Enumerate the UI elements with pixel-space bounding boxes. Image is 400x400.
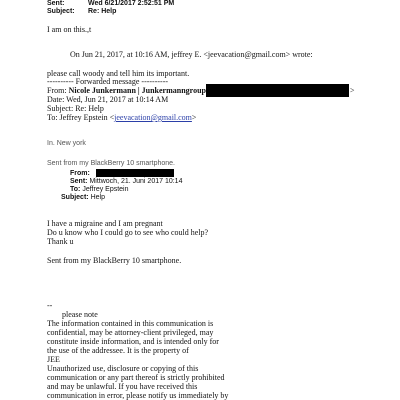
body-line: Thank u [47,237,74,246]
notice-line: the use of the addressee. It is the property of [47,346,189,355]
inner-sent [70,178,182,185]
inner-from-label: From: [70,170,90,177]
signature-top: Sent from my BlackBerry 10 smartphone. [47,160,175,167]
quote-intro [70,50,313,59]
forwarded-marker: ---------- Forwarded message ---------- [47,77,169,86]
forwarded-from-name: Nicole Junkermann | Junkermanngroup [68,86,206,95]
subject-value: Re: Help [88,8,117,15]
inner-to [70,186,129,193]
email-link[interactable]: jeevacation@gmail.com [114,113,192,122]
notice-line: Unauthorized use, disclosure or copying of this [47,364,199,373]
signature-bottom: Sent from my BlackBerry 10 smartphone. [47,256,182,265]
forwarded-from [47,86,206,95]
instruction-line: please call woody and tell him its important. [47,69,190,78]
forwarded-to-label: To: Jeffrey Epstein [47,113,110,122]
forwarded-from-label: From: [47,86,69,95]
body-line: Do u know who I could go to see who could help? [47,228,209,237]
inner-sent-label: Sent: [70,178,88,185]
inner-subject-value: Help [90,194,105,201]
quote-intro-text: On Jun 21, 2017, at 10:16 AM, jeffrey E. <jeevacation@gmail.com> wrote: [70,50,313,59]
reply-line: I am on this.,t [47,25,92,34]
notice-line: communication in error, please notify us immediately by [47,391,229,400]
body-line: I have a migraine and I am pregnant [47,219,163,228]
sent-label: Sent: [47,0,65,7]
notice-line: JEE [47,355,60,364]
forwarded-date: Date: Wed, Jun 21, 2017 at 10:14 AM [47,95,169,104]
forwarded-subject: Subject: Re: Help [47,104,104,113]
forwarded-to: To: Jeffrey Epstein <jeevacation@gmail.com> [47,113,197,122]
redaction-tail: > [350,86,355,95]
notice-line: and may be unlawful. If you have received this [47,382,198,391]
dashes: -- [47,301,53,310]
inner-subject [61,194,105,201]
subject-label: Subject: [47,8,75,15]
inner-subject-label: Subject: [61,194,89,201]
notice-title: please note [62,310,98,319]
redaction-box [96,169,174,177]
inner-to-label: To: [70,186,81,193]
inner-sent-value: Mittwoch, 21. Juni 2017 10:14 [89,178,183,185]
notice-line: The information contained in this communication is [47,319,214,328]
inner-to-value: Jeffrey Epstein [82,186,129,193]
location-line: In. New york [47,140,86,147]
sent-value: Wed 6/21/2017 2:52:51 PM [88,0,175,7]
redaction-box [206,84,349,97]
notice-line: communication or any part thereof is strictly prohibited [47,373,225,382]
notice-line: constitute inside information, and is intended only for [47,337,219,346]
notice-line: confidential, may be attorney-client privileged, may [47,328,214,337]
